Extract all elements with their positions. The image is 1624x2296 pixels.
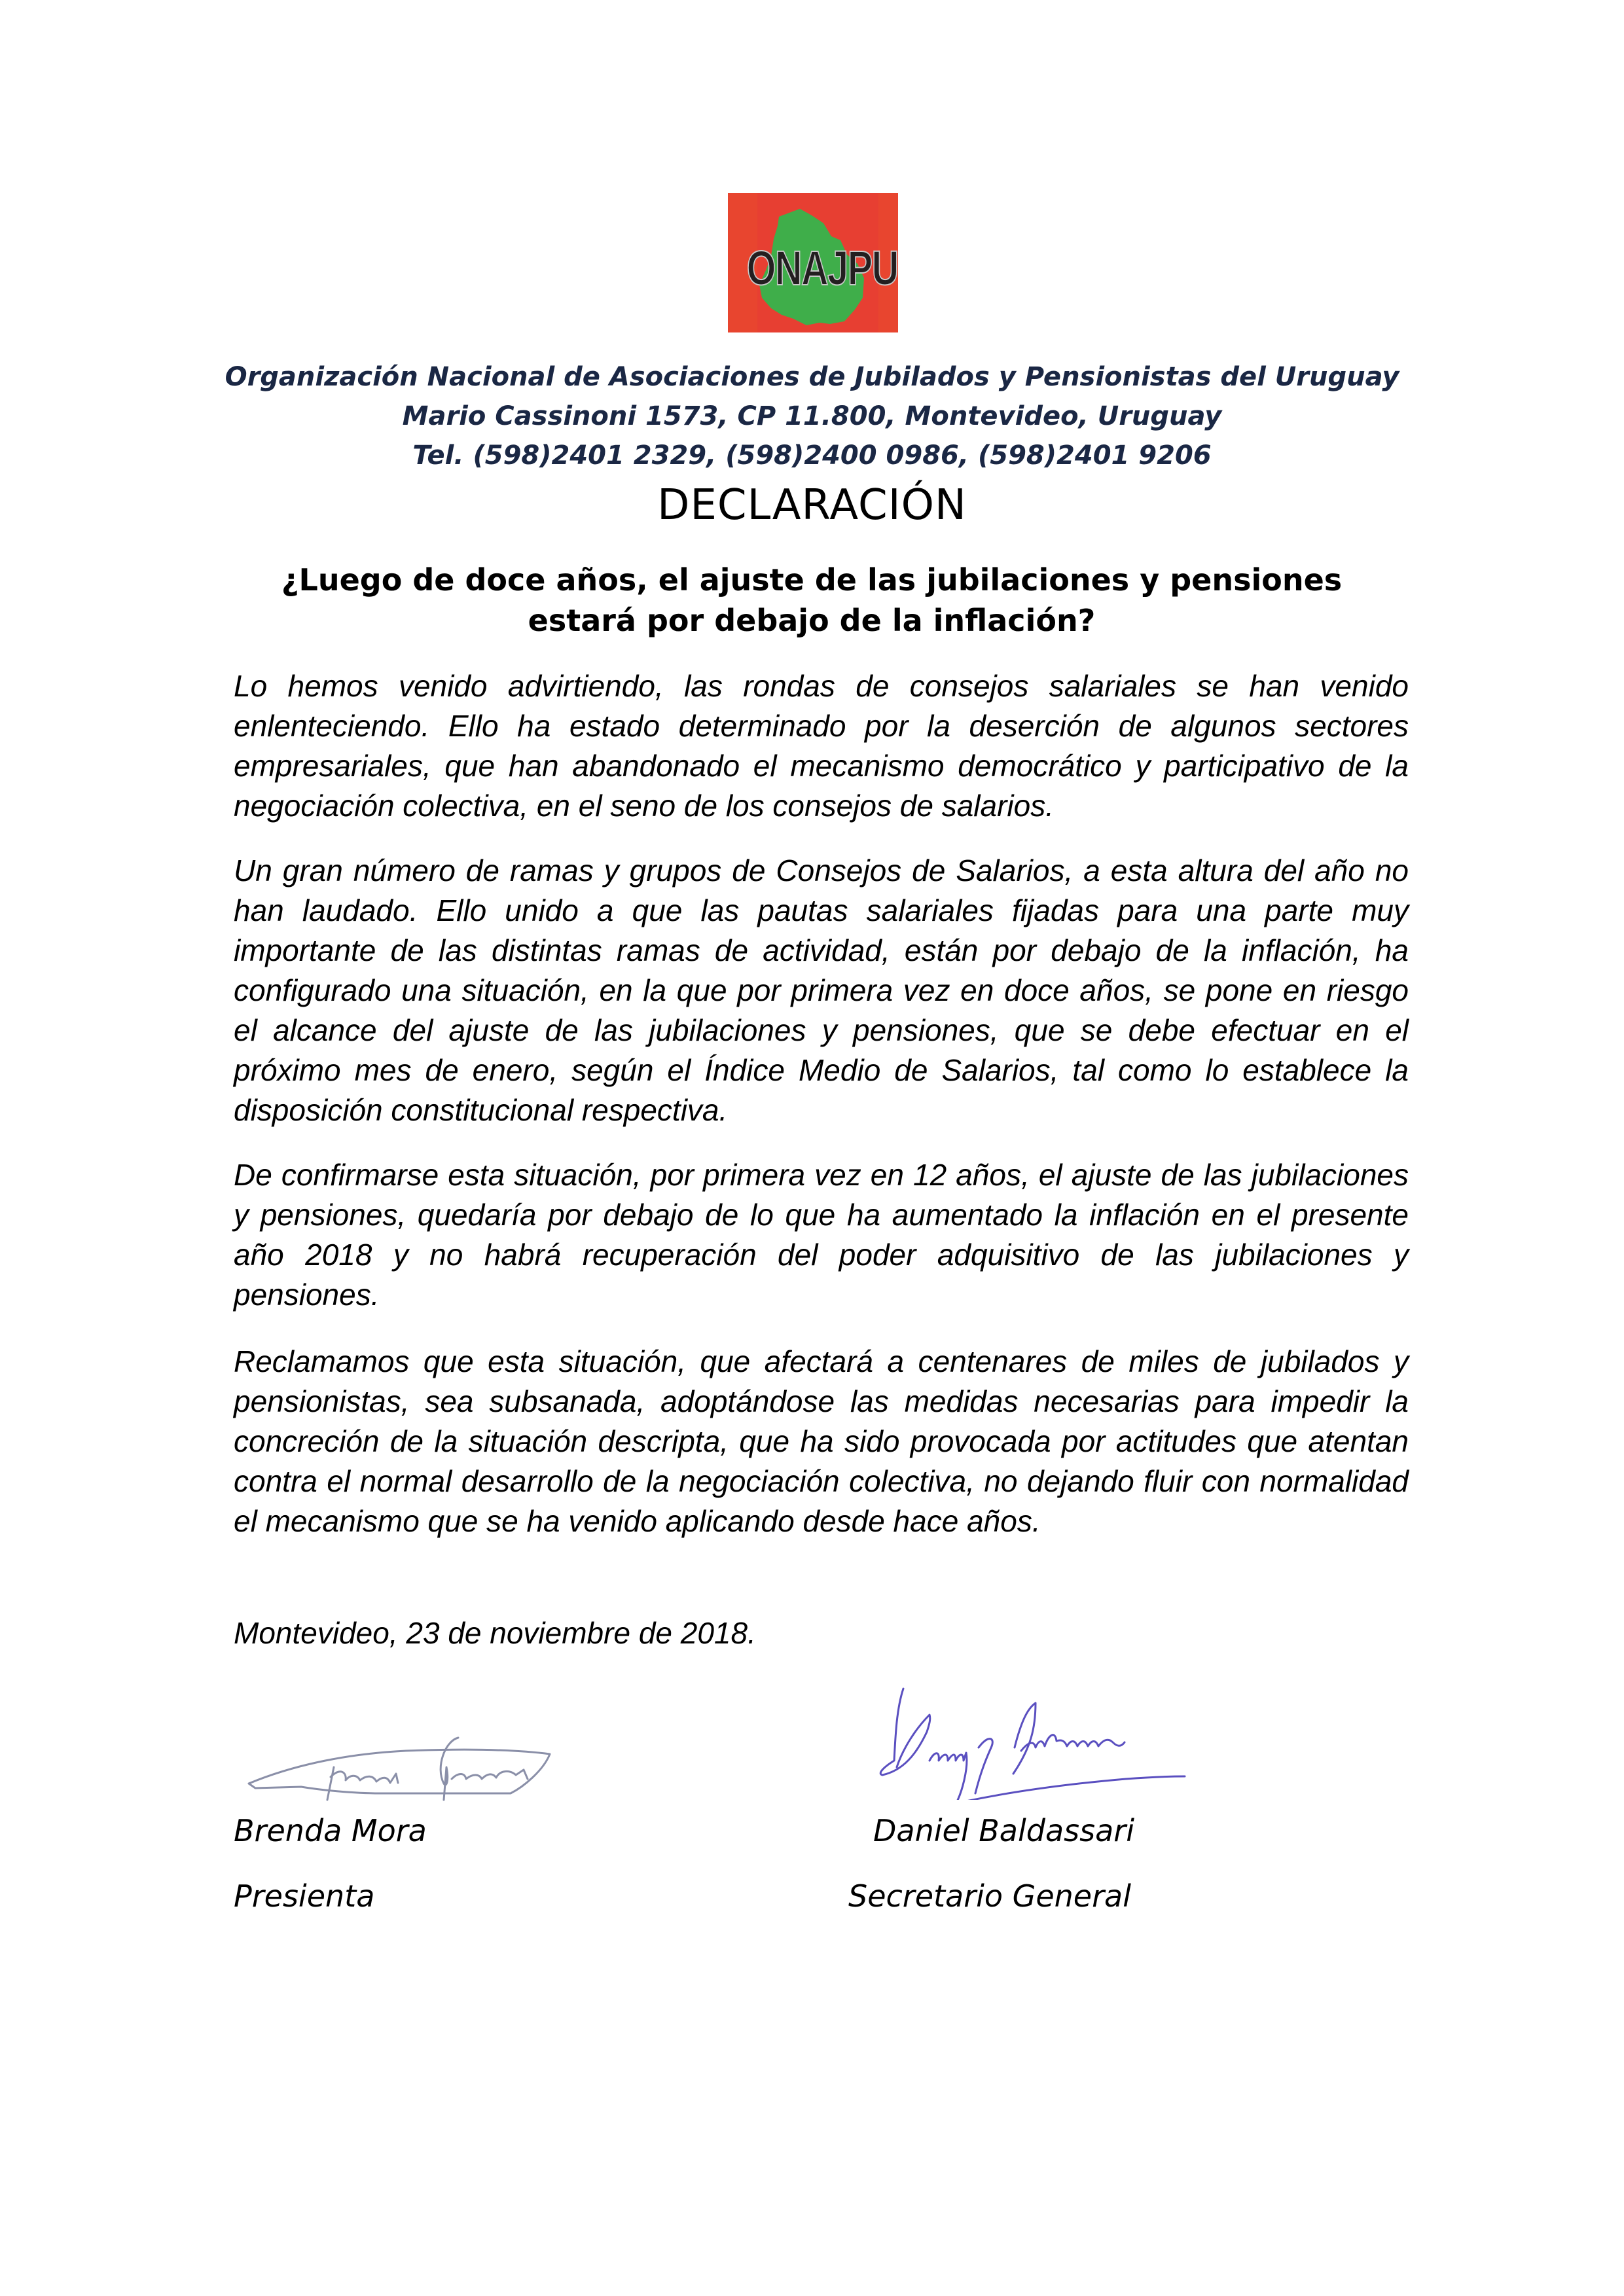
signer-name: Daniel Baldassari bbox=[873, 1813, 1134, 1848]
handwritten-signature-icon bbox=[864, 1669, 1204, 1800]
signer-name: Brenda Mora bbox=[234, 1813, 427, 1848]
organization-address: Mario Cassinoni 1573, CP 11.800, Montevideo, Uruguay bbox=[402, 401, 1222, 431]
date-line: Montevideo, 23 de noviembre de 2018. bbox=[234, 1616, 756, 1650]
paragraph: Lo hemos venido advirtiendo, las rondas de consejos salariales se han venido enlenteciendo. Ello ha estado determinado por la deserción de algunos sectores empresariales, que han abandonado el mecanismo democrático y participativo de la negociación colectiva, en el seno de los consejos de salarios. bbox=[234, 669, 1409, 823]
handwritten-signature-icon bbox=[236, 1702, 589, 1806]
onajpu-logo bbox=[728, 193, 898, 332]
paragraph: Reclamamos que esta situación, que afectará a centenares de miles de jubilados y pensionistas, sea subsanada, adoptándose las medidas necesarias para impedir la concreción de la situación descripta, que ha sido provocada por actitudes que atentan contra el normal desarrollo de la negociación colectiva, no dejando fluir con normalidad el mecanismo que se ha venido aplicando desde hace años. bbox=[234, 1344, 1409, 1538]
document-subtitle: ¿Luego de doce años, el ajuste de las jubilaciones y pensiones estará por debajo de la inflación? bbox=[281, 562, 1343, 638]
organization-phones: Tel. (598)2401 2329, (598)2400 0986, (598)2401 9206 bbox=[412, 440, 1212, 471]
organization-name: Organización Nacional de Asociaciones de Jubilados y Pensionistas del Uruguay bbox=[225, 362, 1399, 392]
document-title: DECLARACIÓN bbox=[657, 481, 967, 529]
signer-role: Secretario General bbox=[848, 1878, 1131, 1914]
paragraph: Un gran número de ramas y grupos de Consejos de Salarios, a esta altura del año no han laudado. Ello unido a que las pautas salariales fijadas para una parte muy importante de las distintas ramas de actividad, están por debajo de la inflación, ha configurado una situación, en la que por primera vez en doce años, se pone en riesgo el alcance del ajuste de las jubilaciones y pensiones, que se debe efectuar en el próximo mes de enero, según el Índice Medio de Salarios, tal como lo establece la disposición constitucional respectiva. bbox=[234, 853, 1409, 1127]
signer-role: Presienta bbox=[234, 1878, 375, 1914]
logo-text: ONAJPU bbox=[746, 241, 898, 295]
paragraph: De confirmarse esta situación, por primera vez en 12 años, el ajuste de las jubilaciones y pensiones, quedaría por debajo de lo que ha aumentado la inflación en el presente año 2018 y no habrá recuperación del poder adquisitivo de las jubilaciones y pensiones. bbox=[234, 1158, 1409, 1312]
